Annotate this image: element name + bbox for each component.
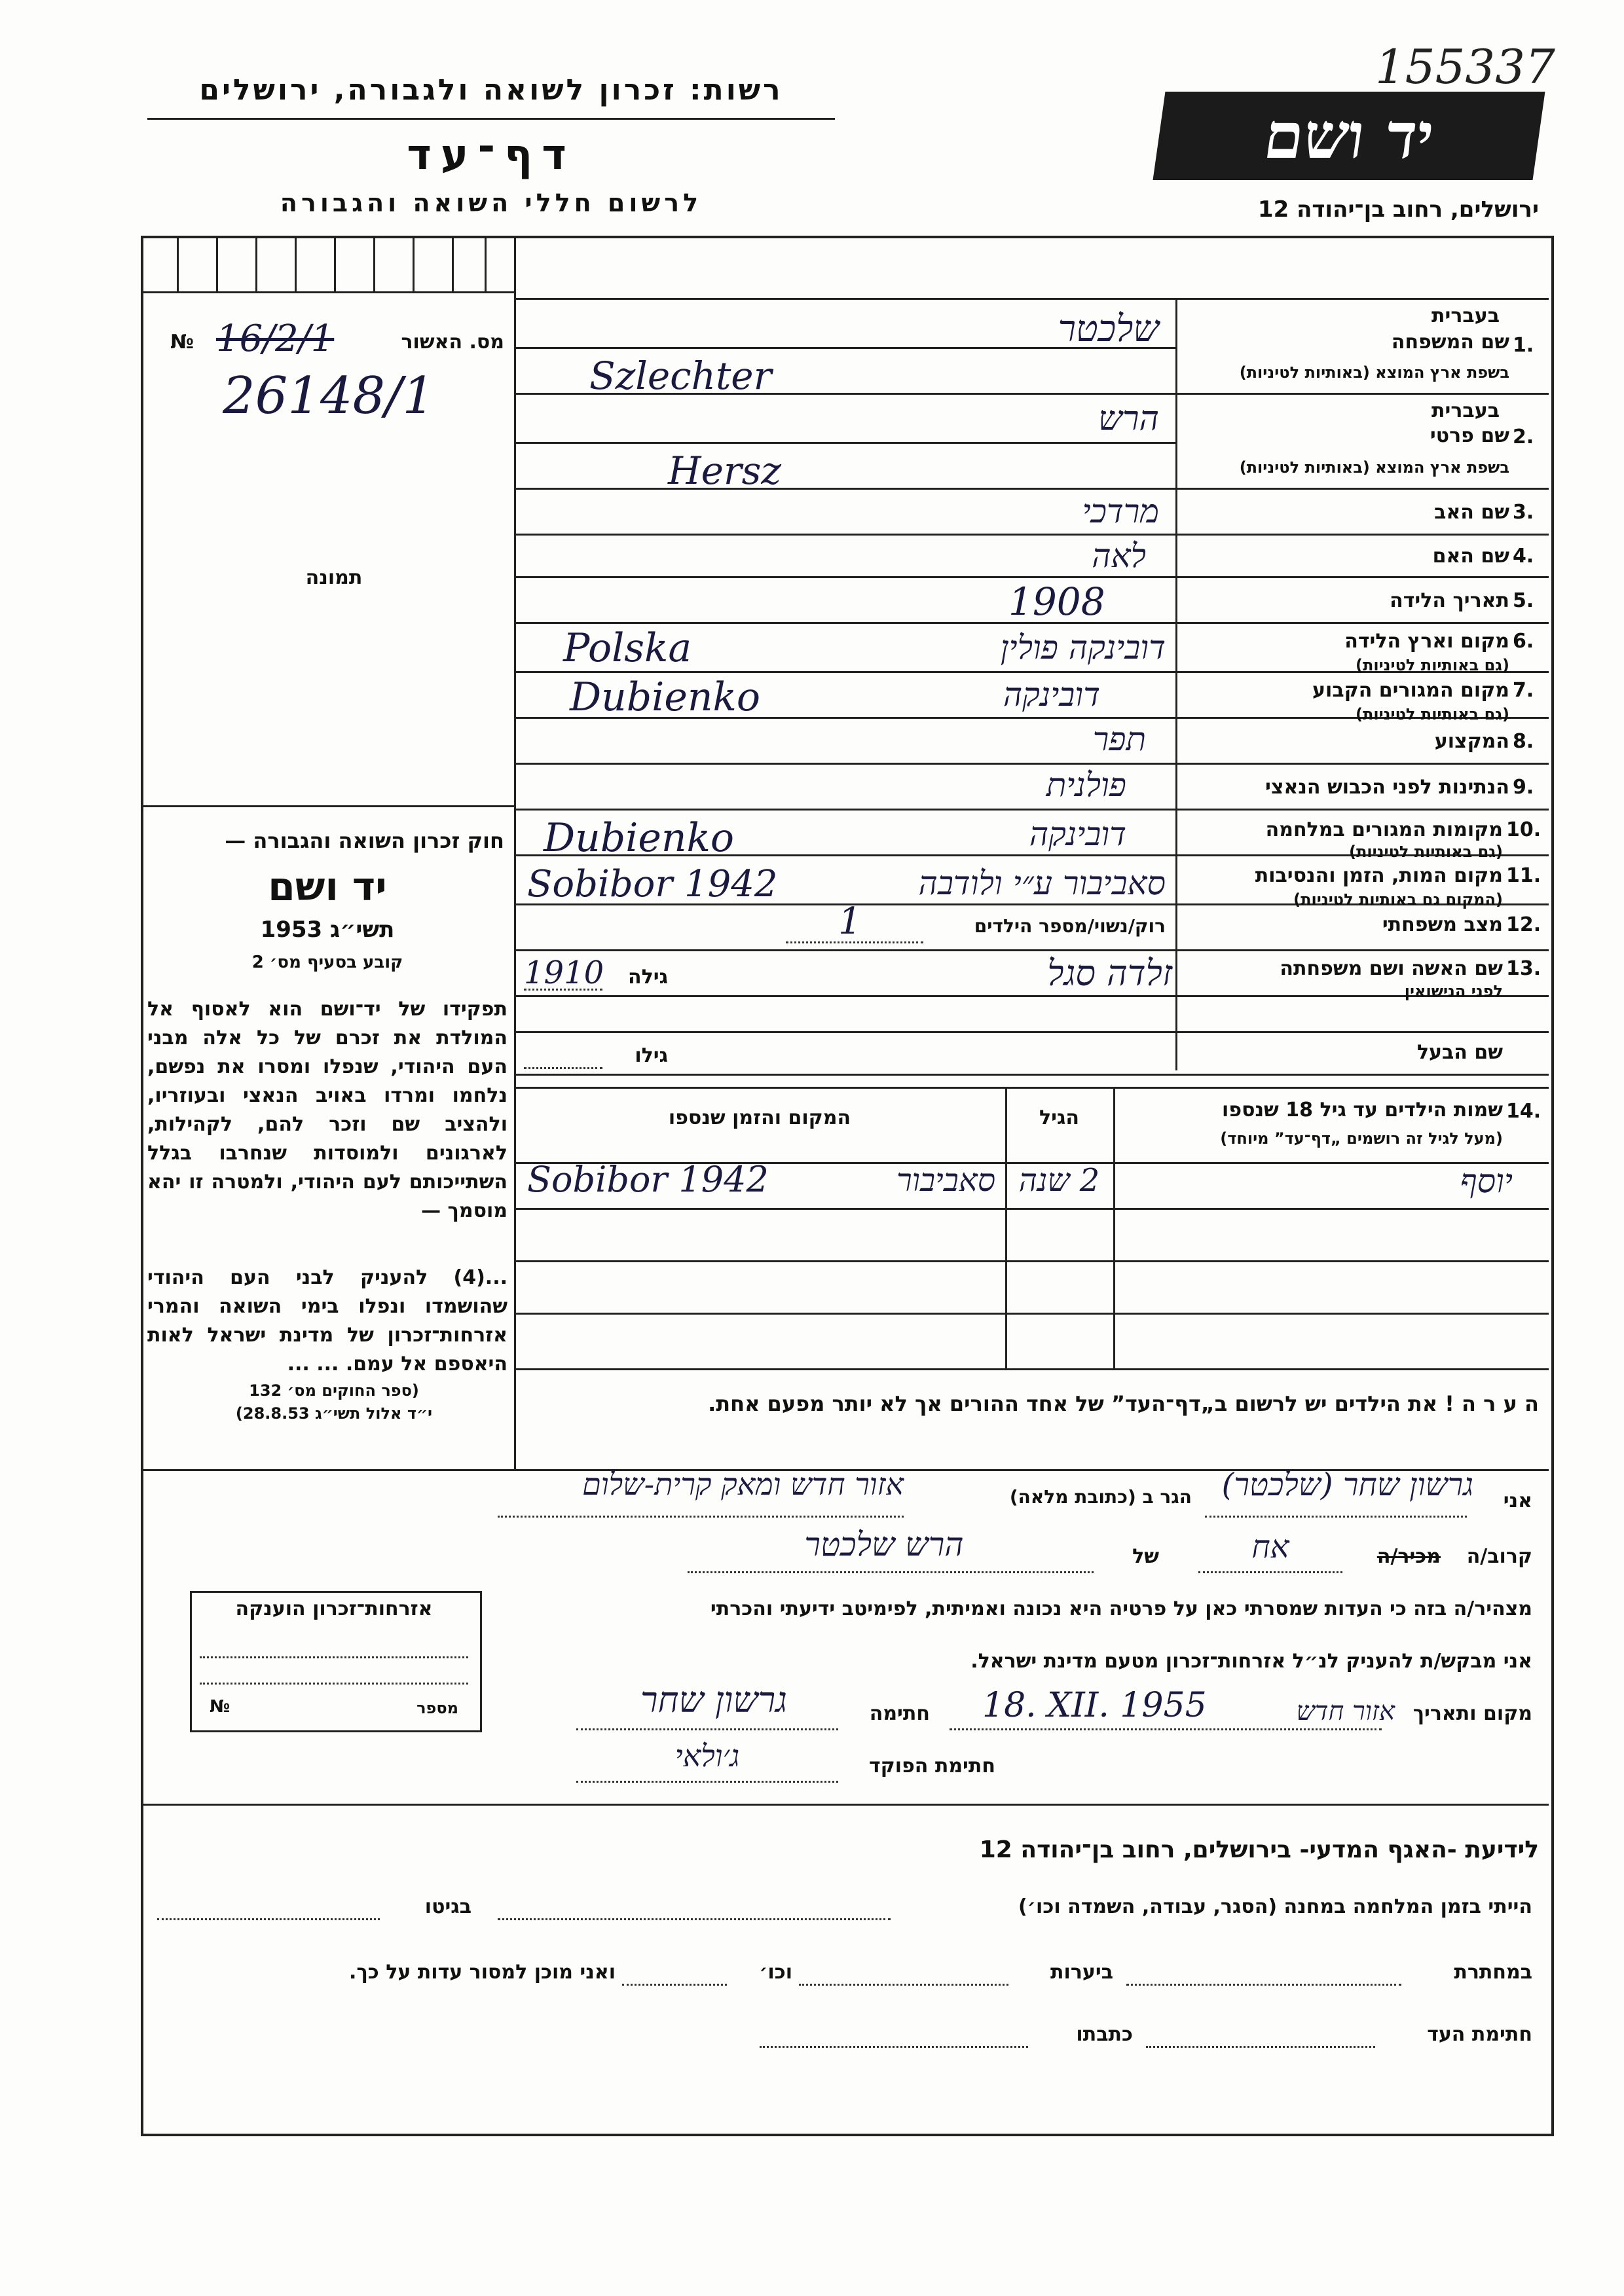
footer-line2-a: במחתרת — [1454, 1961, 1532, 1984]
crossed-word: מכיר/ה — [1376, 1545, 1441, 1568]
registration-crossed: 16/2/1 — [216, 318, 335, 360]
declarant-signature: גרשון שחר — [640, 1679, 788, 1721]
field-4-label: שם האם — [1432, 545, 1509, 568]
children-title: שמות הילדים עד גיל 18 שנספו — [1222, 1099, 1503, 1121]
field-3-num: 3. — [1513, 501, 1534, 524]
field-11-label: מקום המות, הזמן והנסיבות — [1255, 864, 1503, 887]
child-1-name: יוסף — [1460, 1162, 1513, 1200]
field-2-value-latin: Hersz — [668, 448, 781, 493]
declarant-name: גרשון שחר (שלכטר) — [1221, 1467, 1473, 1503]
field-2-value-he: הרש — [1098, 399, 1159, 439]
field-6-label: מקום וארץ הלידה — [1344, 630, 1509, 653]
field-11-sub: (המקום גם באותיות לטיניות) — [1293, 890, 1503, 909]
field-2-sub-he: בעברית — [1431, 399, 1500, 422]
declaration-resides: הגר ב (כתובת מלאה) — [1009, 1486, 1192, 1508]
authority-line: רשות: זכרון לשואה ולגבורה, ירושלים — [199, 73, 783, 107]
field-3-label: שם האב — [1434, 501, 1509, 524]
law-clause: קובע בסעיף מס׳ 2 — [251, 953, 403, 972]
law-source-2: י״ד אלול תשי״ג 28.8.53) — [235, 1404, 433, 1423]
citizenship-title: אזרחות־זכרון הוענקה — [235, 1597, 433, 1620]
field-7-label: מקום המגורים הקבוע — [1312, 679, 1509, 702]
field-1-sub-he: בעברית — [1431, 304, 1500, 327]
field-13-age-value: 1910 — [524, 955, 604, 991]
statement-2: אני מבקש/ת להעניק לנ״ל אזרחות־זכרון מטעם מדינת ישראל. — [970, 1650, 1532, 1673]
form-subtitle: לרשום חללי השואה והגבורה — [280, 189, 703, 217]
children-num: 14. — [1506, 1100, 1541, 1123]
photo-label: תמונה — [305, 566, 363, 589]
field-6-num: 6. — [1513, 630, 1534, 653]
field-9-label: הנתינות לפני הכבוש הנאצי — [1265, 776, 1509, 799]
field-12-num: 12. — [1506, 913, 1541, 936]
field-7-value-he: דובינקה — [1003, 676, 1100, 714]
field-10-value-latin: Dubienko — [544, 815, 734, 861]
footer-line3-b: כתבתו — [1076, 2023, 1133, 2046]
declaration-ani: אני — [1503, 1489, 1532, 1512]
relation-value: אח — [1251, 1529, 1289, 1565]
field-7-num: 7. — [1513, 679, 1534, 702]
child-1-place-he: סאביבור — [896, 1162, 995, 1199]
field-4-num: 4. — [1513, 545, 1534, 568]
relative-label: קרוב/ה — [1466, 1545, 1532, 1568]
registration-no-symbol: № — [170, 331, 194, 354]
registration-label: מס. האשור — [401, 331, 504, 354]
field-1-sub: בשפת ארץ המוצא (באותיות לטיניות) — [1239, 363, 1509, 382]
field-2-num: 2. — [1513, 426, 1534, 448]
citizenship-no-symbol: № — [210, 1697, 231, 1717]
field-5-label: תאריך הלידה — [1390, 589, 1509, 612]
field-6-value-he: דובינקה פולין — [1000, 629, 1166, 666]
field-6-sub: (גם באותיות לטיניות) — [1356, 656, 1509, 674]
husband-label: שם הבעל — [1416, 1041, 1503, 1064]
footer-line2-b: ביערות — [1050, 1961, 1113, 1984]
field-13-label: שם האשה ושם משפחתה — [1280, 957, 1503, 980]
field-13-age-label: גילה — [628, 966, 668, 989]
field-9-value: פולנית — [1046, 766, 1126, 804]
declarant-address: אזור חדש ומאק קרית-שלום — [582, 1467, 904, 1502]
of-label: של — [1132, 1545, 1159, 1568]
field-7-value-latin: Dubienko — [570, 674, 760, 720]
law-name: יד ושם — [268, 864, 387, 910]
address: ירושלים, רחוב בן־יהודה 12 — [1257, 196, 1539, 223]
registration-value: 26148/1 — [223, 367, 435, 426]
field-8-label: המקצוע — [1434, 730, 1509, 753]
field-11-value-latin: Sobibor 1942 — [527, 863, 778, 905]
citizenship-number-label: מספר — [416, 1699, 458, 1717]
field-9-num: 9. — [1513, 776, 1534, 799]
field-5-value: 1908 — [1008, 579, 1105, 624]
statement-1: מצהיר/ה בזה כי העדות שמסרתי כאן על פרטיה היא נכונה ואמיתית, לפימיטב ידיעתי והכרתי — [710, 1597, 1532, 1620]
field-13-value: זלדה סגל — [1047, 953, 1172, 994]
field-8-num: 8. — [1513, 730, 1534, 753]
children-note: ה ע ר ה ! את הילדים יש לרשום ב„דף־העד” של אחד ההורים אך לא יותר מפעם אחת. — [708, 1391, 1539, 1416]
husband-age-label: גילו — [635, 1044, 668, 1067]
field-1-label: שם המשפחה — [1391, 331, 1509, 354]
field-2-sub: בשפת ארץ המוצא (באותיות לטיניות) — [1239, 458, 1509, 477]
field-10-value-he: דובינקה — [1029, 815, 1126, 853]
field-1-value-he: שלכטר — [1058, 308, 1159, 350]
place-date-label: מקום ותאריך — [1412, 1702, 1532, 1725]
law-year: תשי״ג 1953 — [260, 917, 395, 943]
field-5-num: 5. — [1513, 589, 1534, 612]
footer-title: לידיעת -האגף המדעי- בירושלים, רחוב בן־יהודה 12 — [979, 1836, 1539, 1863]
child-1-place-latin: Sobibor 1942 — [527, 1159, 769, 1200]
field-6-value-latin: Polska — [563, 625, 692, 671]
child-1-age: 2 שנה — [1018, 1162, 1100, 1199]
archive-number: 155337 — [1375, 39, 1555, 94]
signature-label: חתימה — [869, 1702, 930, 1725]
field-11-num: 11. — [1506, 864, 1541, 887]
children-age-header: הגיל — [1039, 1106, 1079, 1129]
footer-line3-a: חתימת העד — [1427, 2023, 1532, 2046]
law-paragraph-2: ...(4) להעניק לבני העם היהודי שהושמדו ונפלו בימי השואה והמרי אזרחות־זכרון של מדינת ישראל לאות היאספם אל עמם. ... ... — [147, 1266, 507, 1376]
field-10-sub: (גם באותיות לטיניות) — [1349, 843, 1503, 861]
field-1-num: 1. — [1513, 334, 1534, 357]
officer-signature: ג׳ולאי — [674, 1738, 740, 1774]
field-8-value: תפר — [1092, 720, 1146, 758]
footer-line1-start: הייתי בזמן המלחמה במחנה (הסגר, עבודה, השמדה וכו׳) — [1018, 1895, 1532, 1918]
field-12-value: 1 — [838, 900, 862, 943]
officer-signature-label: חתימת הפוקד — [869, 1755, 995, 1777]
field-1-value-latin: Szlechter — [589, 354, 772, 398]
field-4-value: לאה — [1092, 537, 1146, 575]
children-place-header: המקום והזמן שנספו — [668, 1106, 851, 1129]
field-13-sub: לפני הנישואין — [1404, 982, 1503, 1000]
field-13-num: 13. — [1506, 957, 1541, 980]
law-paragraph-1: תפקידו של יד־ושם הוא לאסוף אל המולדת את זכרם של כל אלה מבני העם היהודי, שנפלו ומסרו את נפשם, נלחמו ומרדו באויב הנאצי ובעוזריו, ולהציב שם וזכר להם, לקהילות, לארגונים ולמוסדות שנחרבו בגלל השתייכותם לעם היהודי, ולמטרה זו יהא מוסמך — — [147, 998, 507, 1222]
law-title: חוק זכרון השואה והגבורה — — [225, 828, 504, 853]
footer-line2-end: ואני מוכן למסור עדות על כך. — [349, 1961, 616, 1984]
relative-name: הרש שלכטר — [804, 1525, 964, 1563]
declaration-place: אזור חדש — [1296, 1696, 1395, 1726]
footer-line1-end: בגיטו — [424, 1895, 471, 1918]
form-title: דף־עד — [407, 131, 576, 179]
field-11-value-he: סאביבור ע״י ולודבה — [918, 864, 1166, 902]
law-source-1: (ספר החוקים מס׳ 132 — [249, 1381, 419, 1400]
field-10-num: 10. — [1506, 818, 1541, 841]
field-3-value: מרדכי — [1082, 492, 1159, 530]
field-10-label: מקומות המגורים במלחמה — [1265, 818, 1503, 841]
logo: יד ושם — [1153, 92, 1545, 180]
footer-line2-c: וכו׳ — [759, 1961, 792, 1984]
children-subtitle: (מעל לגיל זה רושמים „דף־עד” מיוחד) — [1220, 1129, 1503, 1148]
field-12-label: מצב משפחתי — [1382, 913, 1503, 936]
declaration-date: 18. XII. 1955 — [982, 1686, 1207, 1725]
field-2-label: שם פרטי — [1430, 424, 1509, 447]
field-7-sub: (גם באותיות לטיניות) — [1356, 705, 1509, 723]
field-12-value-label: רוק/נשוי/מספר הילדים — [974, 915, 1166, 937]
